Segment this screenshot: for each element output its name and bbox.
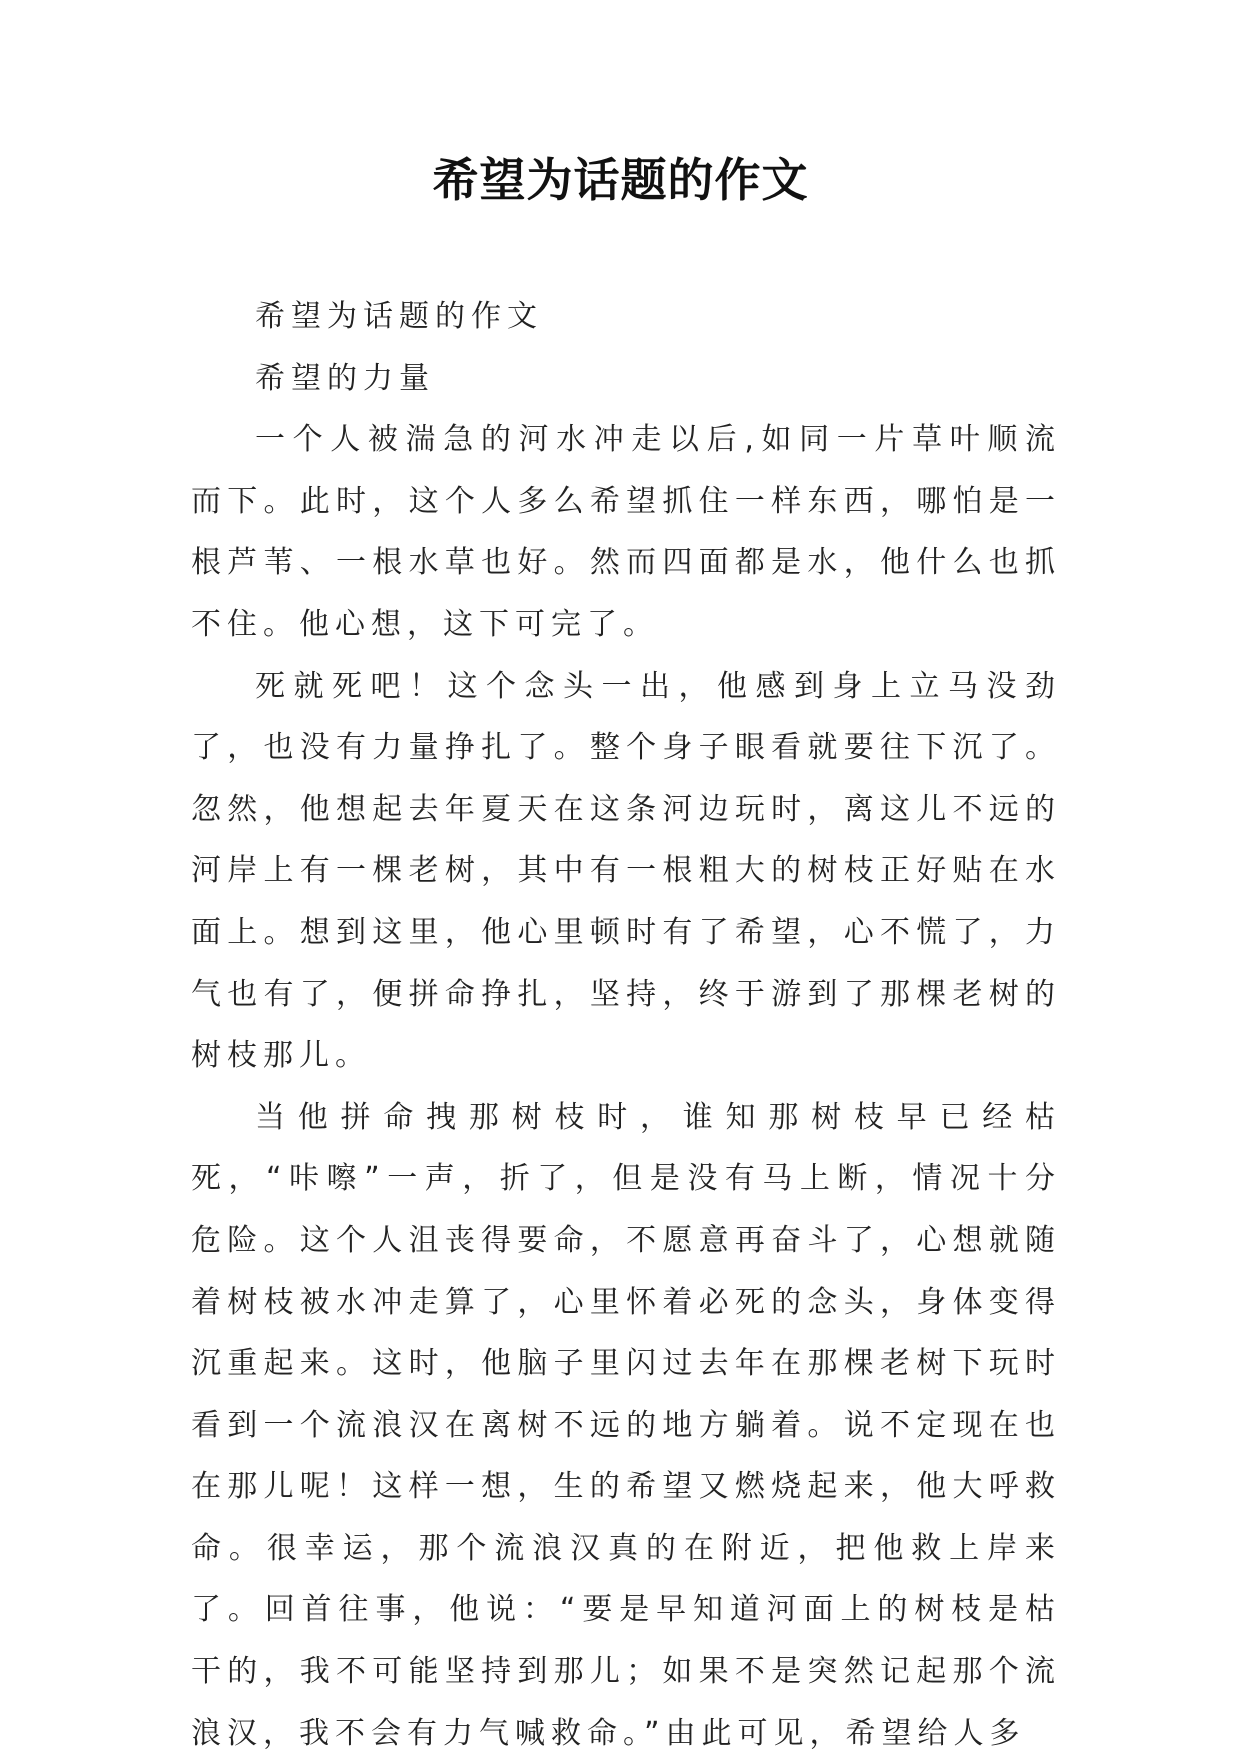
paragraph-1: 一个人被湍急的河水冲走以后,如同一片草叶顺流而下。此时，这个人多么希望抓住一样东西，哪怕是一根芦苇、一根水草也好。然而四面都是水，他什么也抓不住。他心想，这下可完了。 xyxy=(191,422,1061,642)
document-body xyxy=(191,286,1061,1764)
paragraph-subtitle: 希望为话题的作文 xyxy=(255,299,543,334)
document-title: 希望为话题的作文 xyxy=(432,153,809,207)
paragraph-heading: 希望的力量 xyxy=(255,360,435,396)
paragraph-2: 死就死吧！这个念头一出，他感到身上立马没劲了，也没有力量挣扎了。整个身子眼看就要往下沉了。忽然，他想起去年夏天在这条河边玩时，离这儿不远的河岸上有一棵老树，其中有一根粗大的树枝正好贴在水面上。想到这里，他心里顿时有了希望，心不慌了，力气也有了，便拼命挣扎，坚持，终于游到了那棵老树的树枝那儿。 xyxy=(191,668,1061,1074)
paragraph-3: 当他拼命拽那树枝时，谁知那树枝早已经枯死，“咔嚓”一声，折了，但是没有马上断，情况十分危险。这个人沮丧得要命，不愿意再奋斗了，心想就随着树枝被水冲走算了，心里怀着必死的念头，身体变得沉重起来。这时，他脑子里闪过去年在那棵老树下玩时看到一个流浪汉在离树不远的地方躺着。说不定现在也在那儿呢！这样一想，生的希望又燃烧起来，他大呼救命。很幸运，那个流浪汉真的在附近，把他救上岸来了。回首往事，他说：“要是早知道河面上的树枝是枯干的，我不可能坚持到那儿；如果不是突然记起那个流浪汉，我不会有力气喊救命。”由此可见，希望给人多 xyxy=(191,1099,1061,1751)
